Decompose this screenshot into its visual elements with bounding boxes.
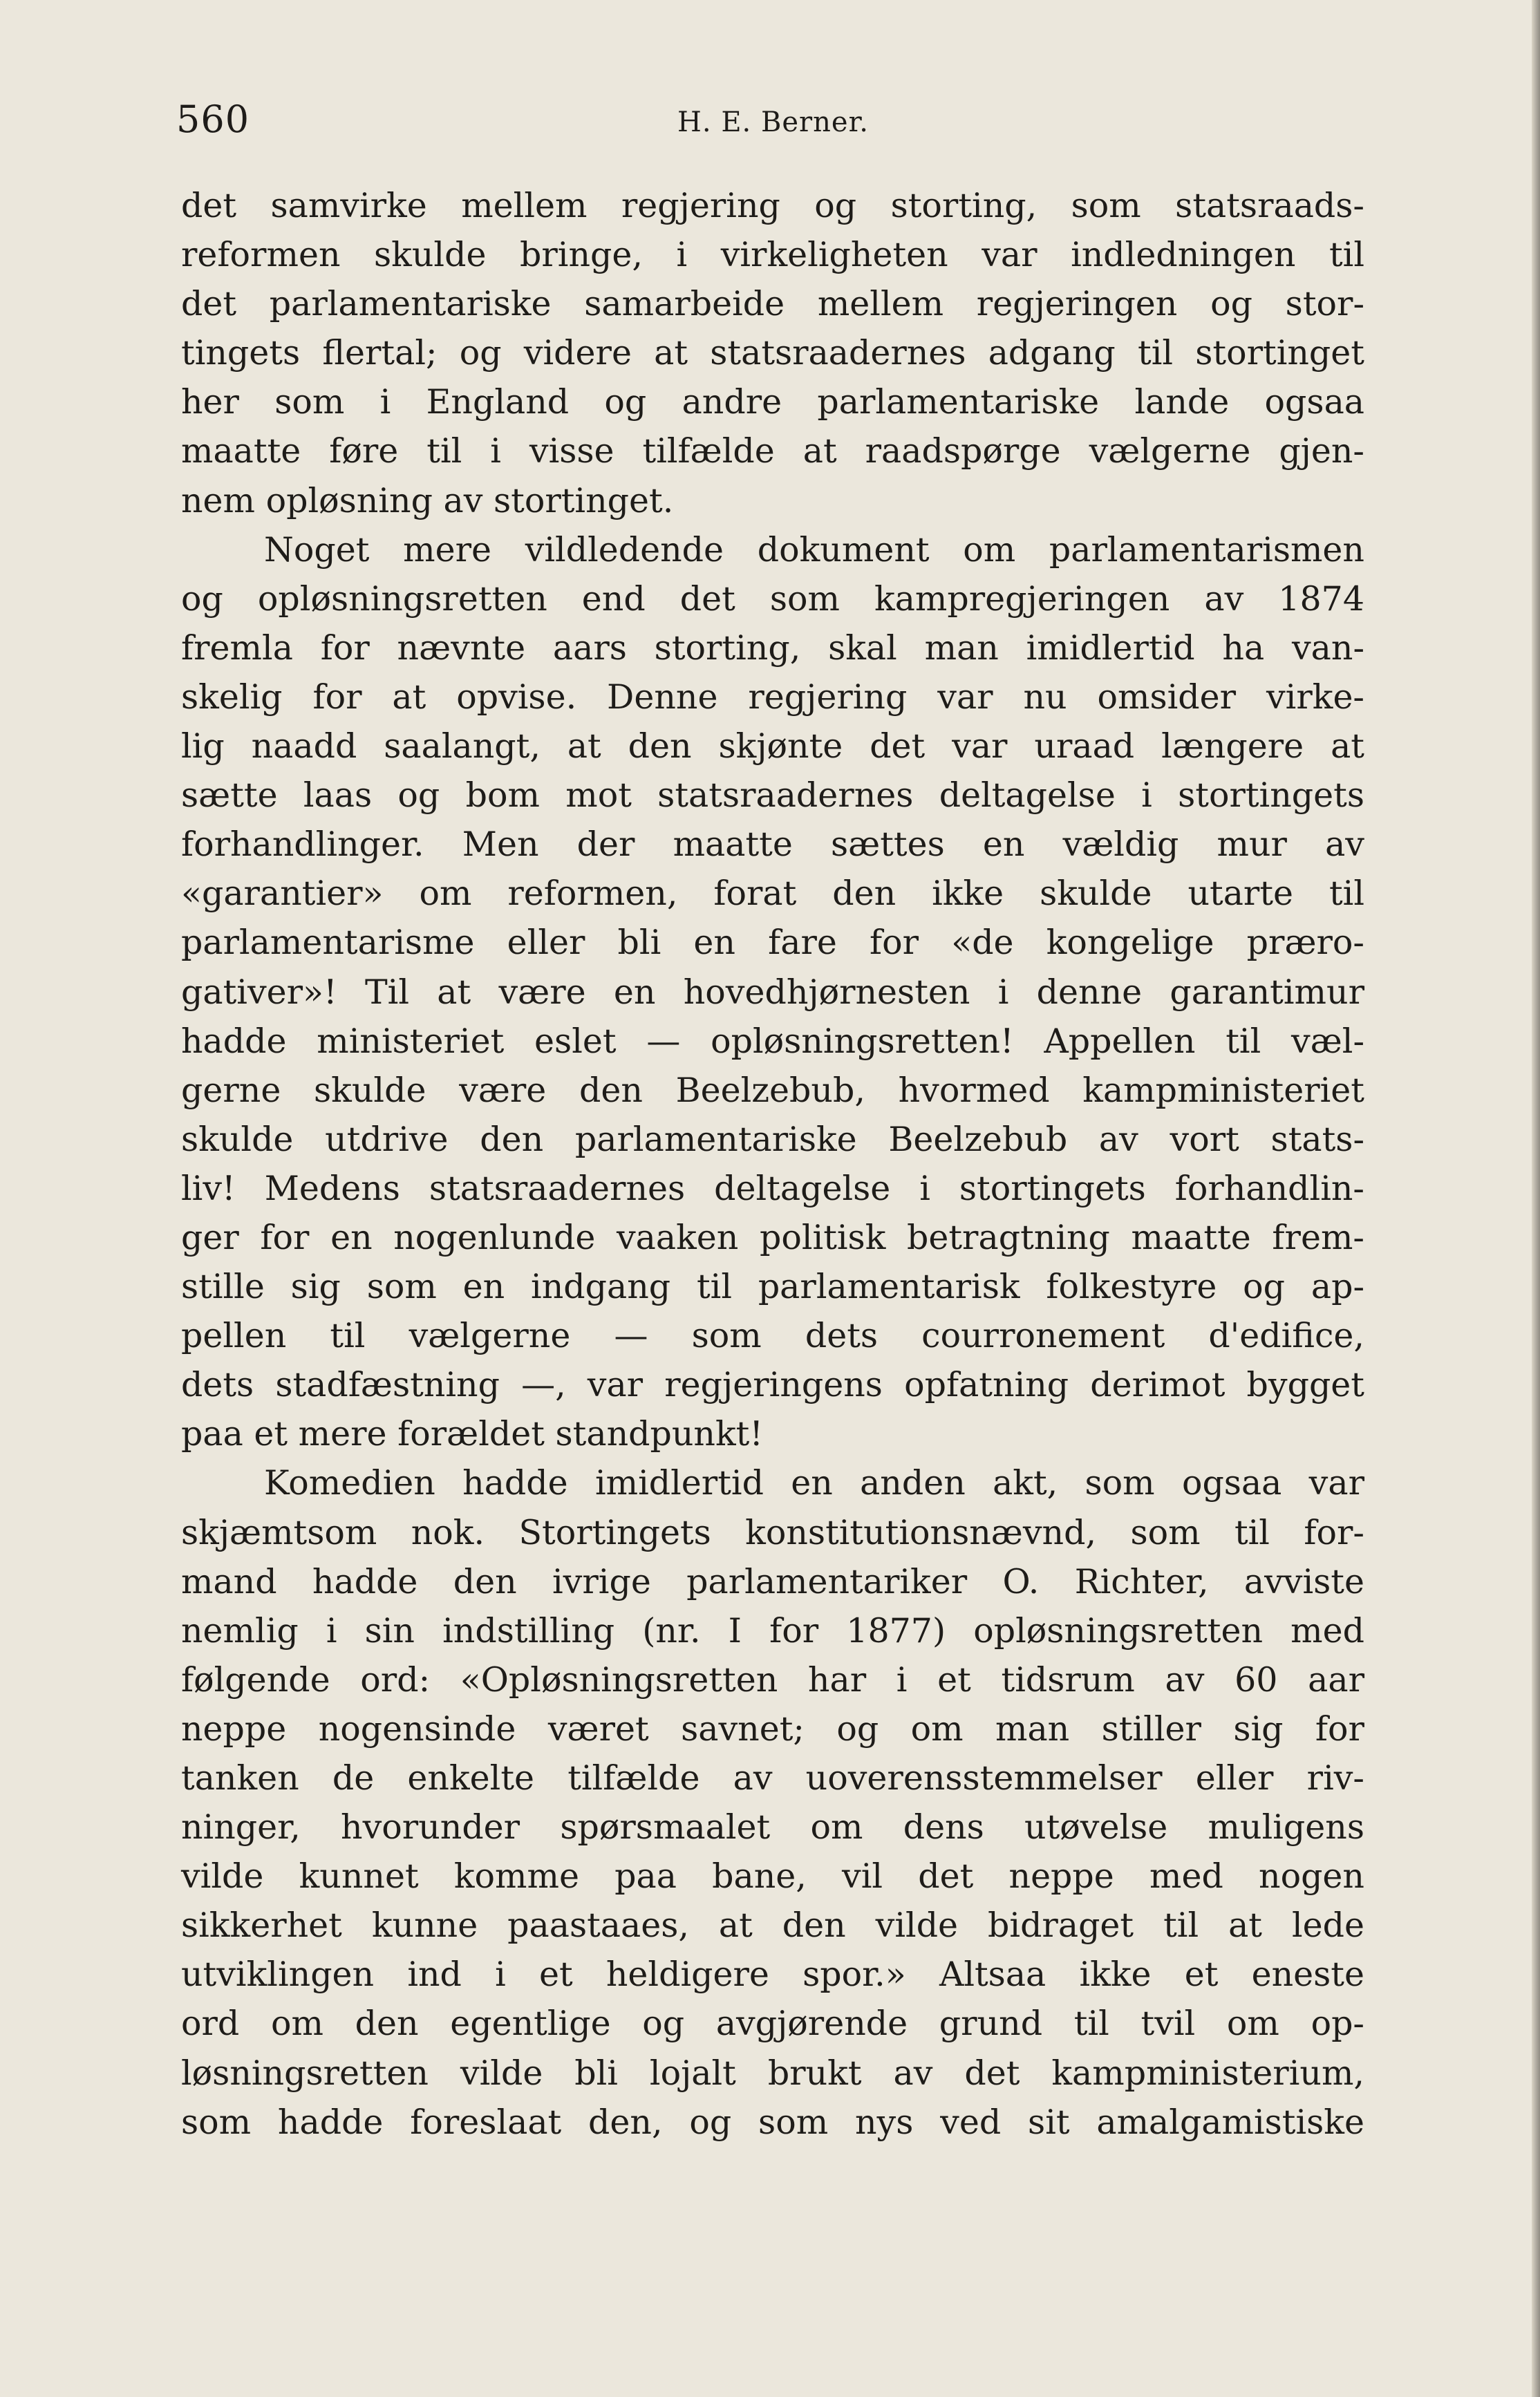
text-line: parlamentarisme eller bli en fare for «de kongelige præro- <box>181 923 1364 963</box>
text-line: skelig for at opvise. Denne regjering var nu omsider virke- <box>181 677 1364 717</box>
text-line: lig naadd saalangt, at den skjønte det var uraad længere at <box>181 726 1364 767</box>
text-line: her som i England og andre parlamentariske lande ogsaa <box>181 382 1364 422</box>
text-line: stille sig som en indgang til parlamentarisk folkestyre og ap- <box>181 1267 1364 1307</box>
text-line: følgende ord: «Opløsningsretten har i et tidsrum av 60 aar <box>181 1660 1364 1700</box>
text-line: utviklingen ind i et heldigere spor.» Altsaa ikke et eneste <box>181 1955 1364 1995</box>
text-line: tingets flertal; og videre at statsraadernes adgang til stortinget <box>181 333 1364 373</box>
text-line: ninger, hvorunder spørsmaalet om dens utøvelse muligens <box>181 1807 1364 1848</box>
text-line: mand hadde den ivrige parlamentariker O. Richter, avviste <box>181 1561 1364 1601</box>
text-line: liv! Medens statsraadernes deltagelse i stortingets forhandlin- <box>181 1168 1364 1208</box>
text-line: neppe nogensinde været savnet; og om man stiller sig for <box>181 1709 1364 1749</box>
paragraph-start-line: Komedien hadde imidlertid en anden akt, som ogsaa var <box>264 1463 1364 1503</box>
text-line: reformen skulde bringe, i virkeligheten var indledningen til <box>181 235 1364 275</box>
text-line: og opløsningsretten end det som kampregjeringen av 1874 <box>181 579 1364 619</box>
body-text <box>181 181 1364 2147</box>
running-head: H. E. Berner. <box>677 106 870 138</box>
text-line: gerne skulde være den Beelzebub, hvormed kampministeriet <box>181 1070 1364 1110</box>
text-line: ord om den egentlige og avgjørende grund til tvil om op- <box>181 2004 1364 2044</box>
text-line: nemlig i sin indstilling (nr. I for 1877) opløsningsretten med <box>181 1610 1364 1651</box>
text-line: vilde kunnet komme paa bane, vil det neppe med nogen <box>181 1856 1364 1897</box>
text-line: det parlamentariske samarbeide mellem regjeringen og stor- <box>181 284 1364 324</box>
text-line: skulde utdrive den parlamentariske Beelzebub av vort stats- <box>181 1119 1364 1159</box>
text-line: maatte føre til i visse tilfælde at raadspørge vælgerne gjen- <box>181 431 1364 471</box>
text-line: gativer»! Til at være en hovedhjørnesten i denne garantimur <box>181 972 1364 1012</box>
text-line: skjæmtsom nok. Stortingets konstitutionsnævnd, som til for- <box>181 1512 1364 1552</box>
text-line: sikkerhet kunne paastaaes, at den vilde bidraget til at lede <box>181 1906 1364 1946</box>
text-line: dets stadfæstning —, var regjeringens opfatning derimot bygget <box>181 1365 1364 1405</box>
text-line: som hadde foreslaat den, og som nys ved sit amalgamistiske <box>181 2102 1364 2142</box>
text-line: pellen til vælgerne — som dets courronement d'edifice, <box>181 1316 1364 1356</box>
text-line: det samvirke mellem regjering og storting, som statsraads- <box>181 186 1364 225</box>
text-line: nem opløsning av stortinget. <box>181 480 674 520</box>
text-line: hadde ministeriet eslet — opløsningsretten! Appellen til væl- <box>181 1021 1364 1061</box>
text-line: paa et mere forældet standpunkt! <box>181 1414 764 1454</box>
text-line: løsningsretten vilde bli lojalt brukt av det kampministerium, <box>181 2053 1364 2093</box>
text-line: forhandlinger. Men der maatte sættes en vældig mur av <box>181 825 1364 865</box>
text-line: fremla for nævnte aars storting, skal man imidlertid ha van- <box>181 628 1364 668</box>
page-header <box>176 95 1379 144</box>
paragraph-start-line: Noget mere vildledende dokument om parlamentarismen <box>264 529 1364 570</box>
text-line: «garantier» om reformen, forat den ikke skulde utarte til <box>181 874 1364 914</box>
page-edge <box>1532 0 1540 2397</box>
text-line: sætte laas og bom mot statsraadernes deltagelse i stortingets <box>181 776 1364 816</box>
text-line: ger for en nogenlunde vaaken politisk betragtning maatte frem- <box>181 1217 1364 1257</box>
text-line: tanken de enkelte tilfælde av uoverensstemmelser eller riv- <box>181 1758 1364 1798</box>
page-number: 560 <box>176 97 250 141</box>
